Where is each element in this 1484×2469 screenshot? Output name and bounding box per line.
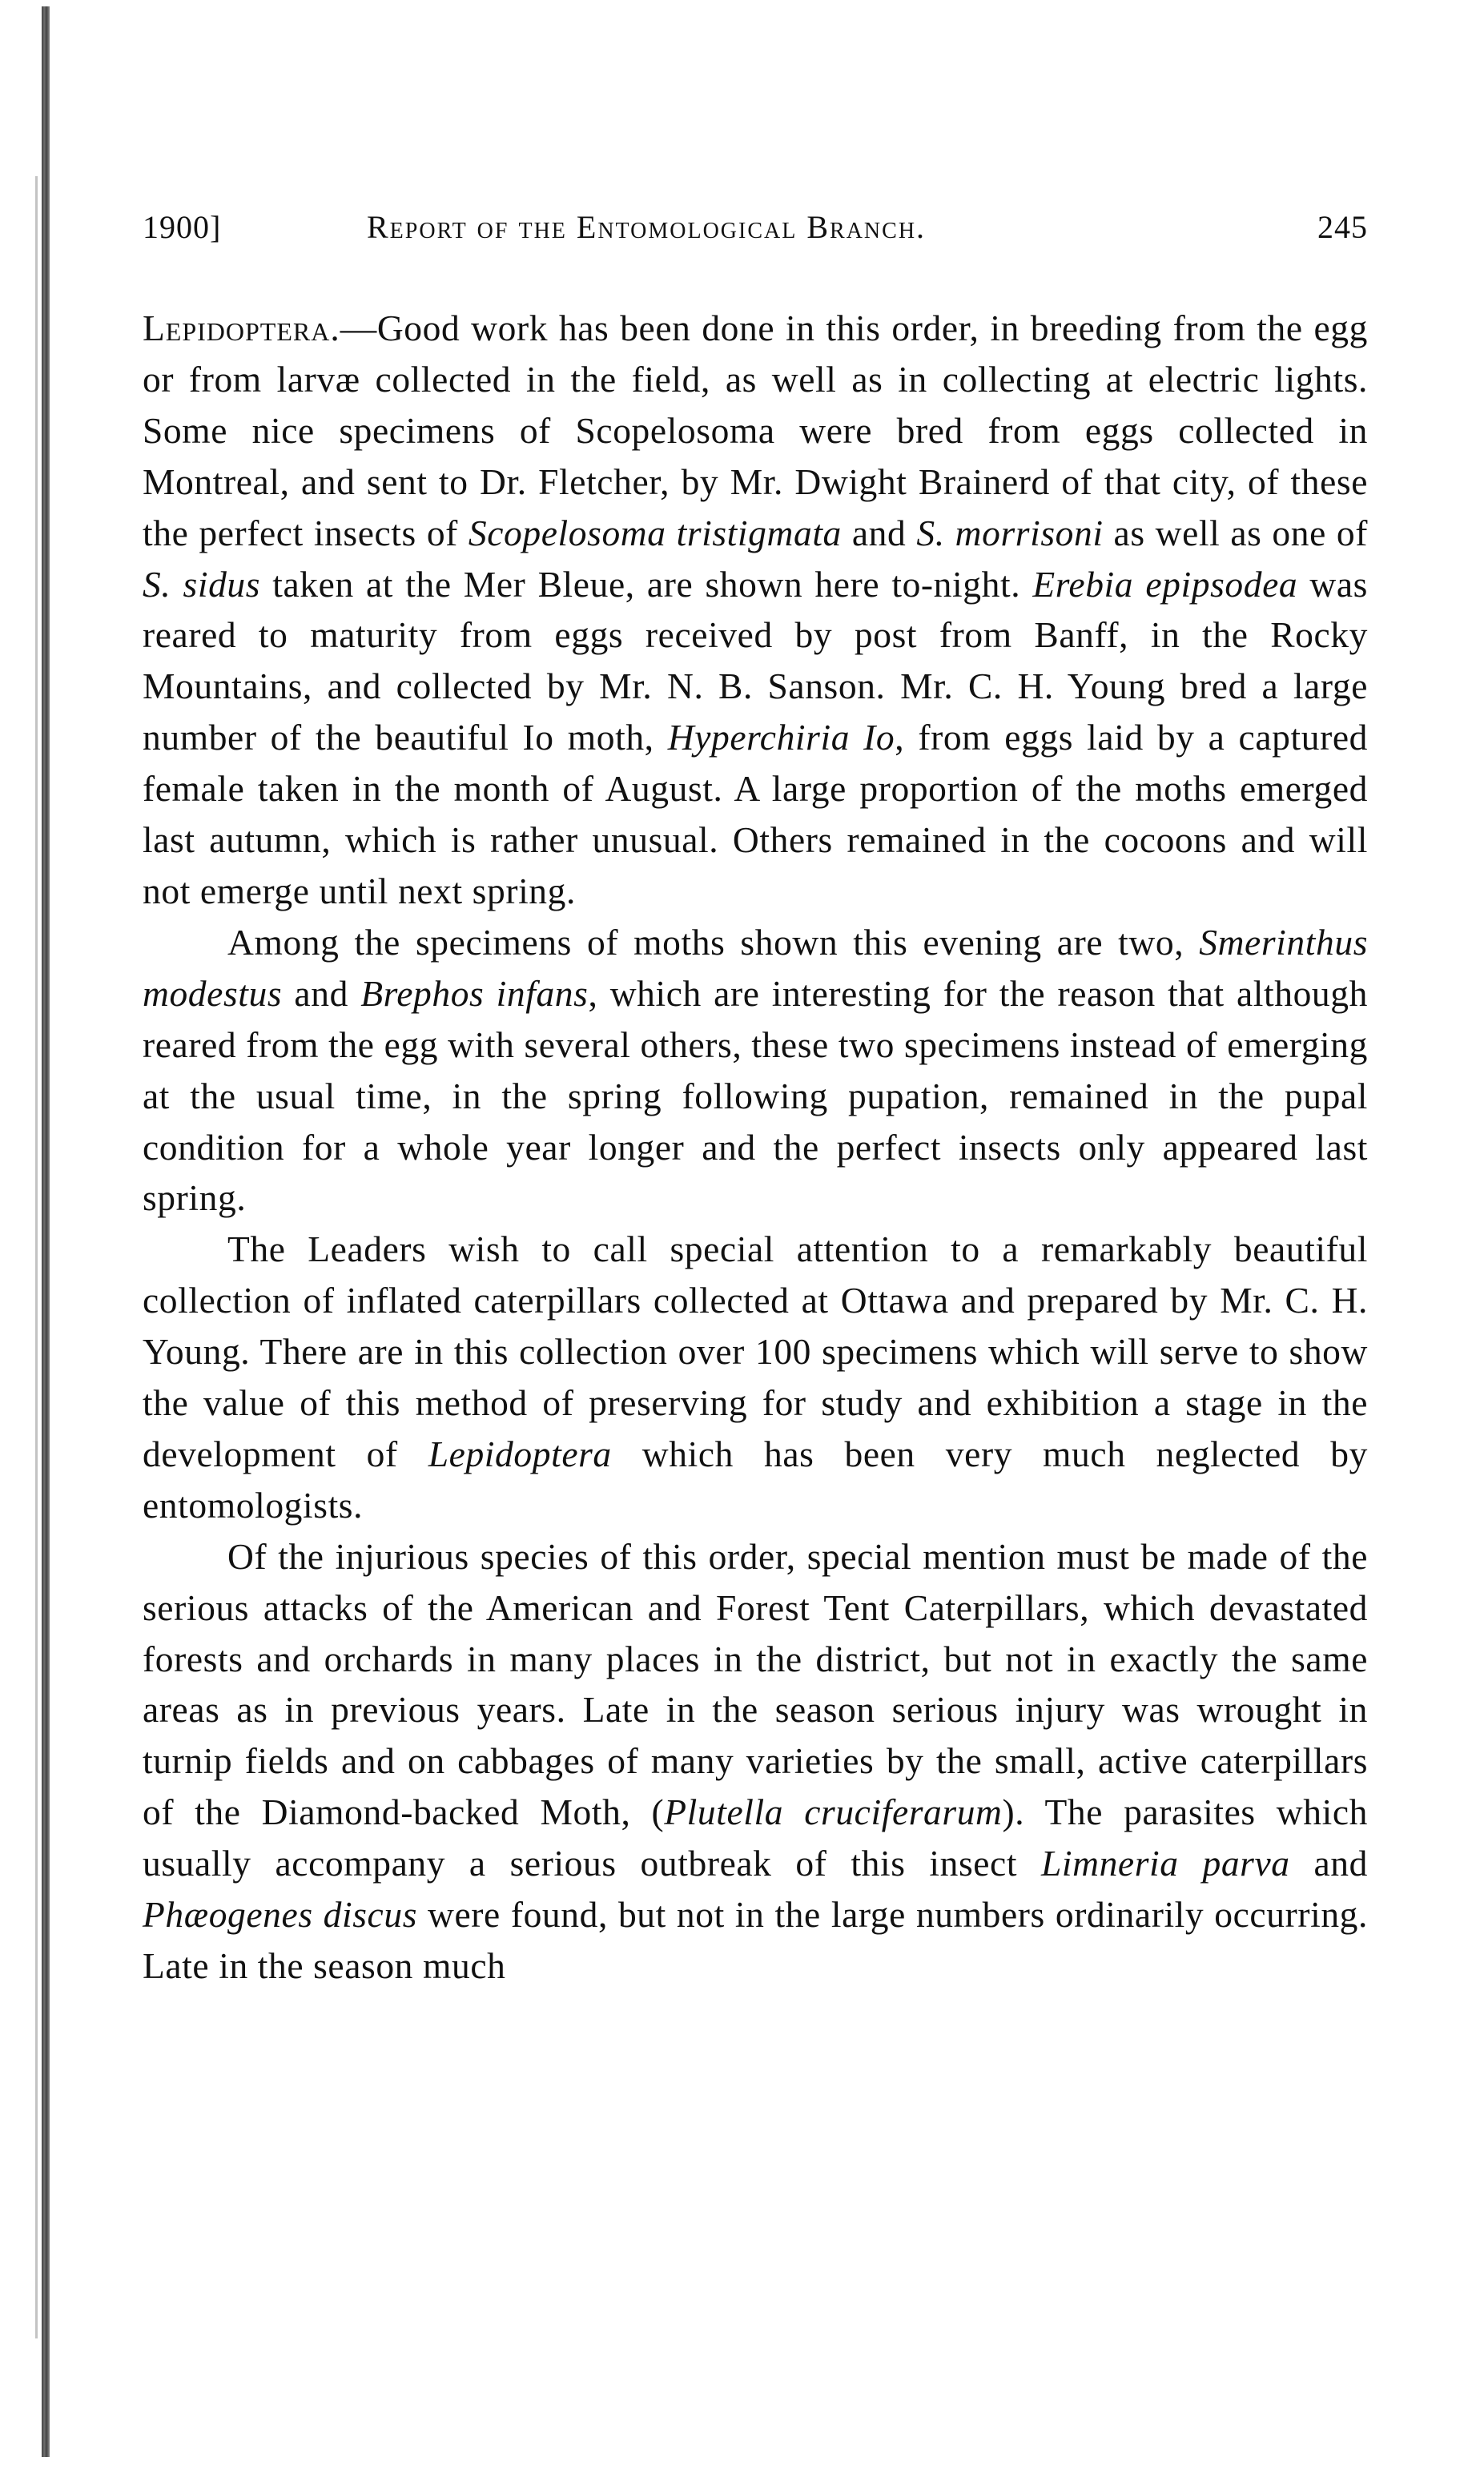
- text-segment: were found, but not in the large numbers ordinarily occurring. Late in the season much: [143, 1894, 1368, 1986]
- text-segment: The Leaders wish to call special attention to a remarkably beautiful collection of inflated caterpillars collected at Ottawa and prepared by Mr. C. H. Young. There are in this collection over 100 specimens which will serve to show the value of this method of preserving for study and exhibition a stage in the development of: [143, 1228, 1368, 1474]
- text-segment: , from eggs laid by a captured female taken in the month of August. A large proportion of the moths emerged last autumn, which is rather unusual. Others remained in the cocoons and will not emerge until next spring.: [143, 717, 1368, 911]
- text-segment: , which are interesting for the reason that although reared from the egg with several others, these two specimens instead of emerging at the usual time, in the spring following pupation, remained in the pupal condition for a whole year longer and the perfect insects only appeared last spring.: [143, 972, 1368, 1219]
- taxon-name: Phæogenes discus: [143, 1894, 417, 1936]
- page-binding-shadow: [35, 176, 38, 2338]
- text-segment: as well as one of: [1103, 512, 1368, 553]
- taxon-name: Brephos infans: [360, 972, 589, 1014]
- taxon-name: Smerinthus modestus: [143, 921, 1368, 1014]
- page-binding-edge: [42, 6, 50, 2457]
- text-segment: and: [841, 512, 917, 553]
- taxon-name: Hyperchiria Io: [667, 717, 895, 758]
- text-segment: and: [282, 972, 361, 1014]
- text-segment: Among the specimens of moths shown this evening are two,: [227, 921, 1200, 963]
- paragraph-inflated-caterpillars: [143, 1224, 1368, 1530]
- text-segment: —Good work has been done in this order, in breeding from the egg or from larvæ collected in the field, as well as in collecting at electric lights. Some nice specimens of Scopelosoma were bred from eggs collected in Montreal, and sent to Dr. Fletcher, by Mr. Dwight Brainerd of that city, of these the perfect insects of: [143, 308, 1368, 553]
- paragraph-lepidoptera: [143, 303, 1368, 917]
- paragraph-injurious-species: [143, 1531, 1368, 1992]
- header-year: 1900]: [143, 209, 222, 245]
- taxon-name: Limneria parva: [1040, 1843, 1290, 1884]
- body-text: [143, 303, 1368, 1992]
- text-segment: which has been very much neglected by entomologists.: [143, 1433, 1368, 1526]
- text-segment: Of the injurious species of this order, special mention must be made of the serious attacks of the American and Forest Tent Caterpillars, which devastated forests and orchards in many places in the district, but not in exactly the same areas as in previous years. Late in the season serious injury was wrought in turnip fields and on cabbages of many varieties by the small, active caterpillars of the Diamond-backed Moth, (: [143, 1535, 1368, 1833]
- text-segment: was reared to maturity from eggs received by post from Banff, in the Rocky Mountains, and collected by Mr. N. B. Sanson. Mr. C. H. Young bred a large number of the beautiful Io moth,: [143, 563, 1368, 758]
- page-number: 245: [1317, 209, 1368, 245]
- paragraph-moth-specimens: [143, 917, 1368, 1224]
- taxon-name: S. sidus: [143, 563, 261, 605]
- text-segment: ). The parasites which usually accompany a serious outbreak of this insect: [143, 1791, 1368, 1884]
- document-page: [143, 208, 1368, 1992]
- section-lead-in: Lepidoptera.: [143, 308, 340, 348]
- text-segment: taken at the Mer Bleue, are shown here to-night.: [260, 563, 1033, 605]
- text-segment: and: [1289, 1843, 1368, 1884]
- taxon-name: Erebia epipsodea: [1032, 563, 1298, 605]
- taxon-name: Scopelosoma tristigmata: [468, 512, 842, 553]
- running-head: [143, 208, 1368, 256]
- taxon-name: Plutella cruciferarum: [664, 1791, 1003, 1833]
- taxon-name: S. morrisoni: [916, 512, 1104, 553]
- taxon-name: Lepidoptera: [428, 1433, 612, 1474]
- header-title: Report of the Entomological Branch.: [367, 209, 927, 245]
